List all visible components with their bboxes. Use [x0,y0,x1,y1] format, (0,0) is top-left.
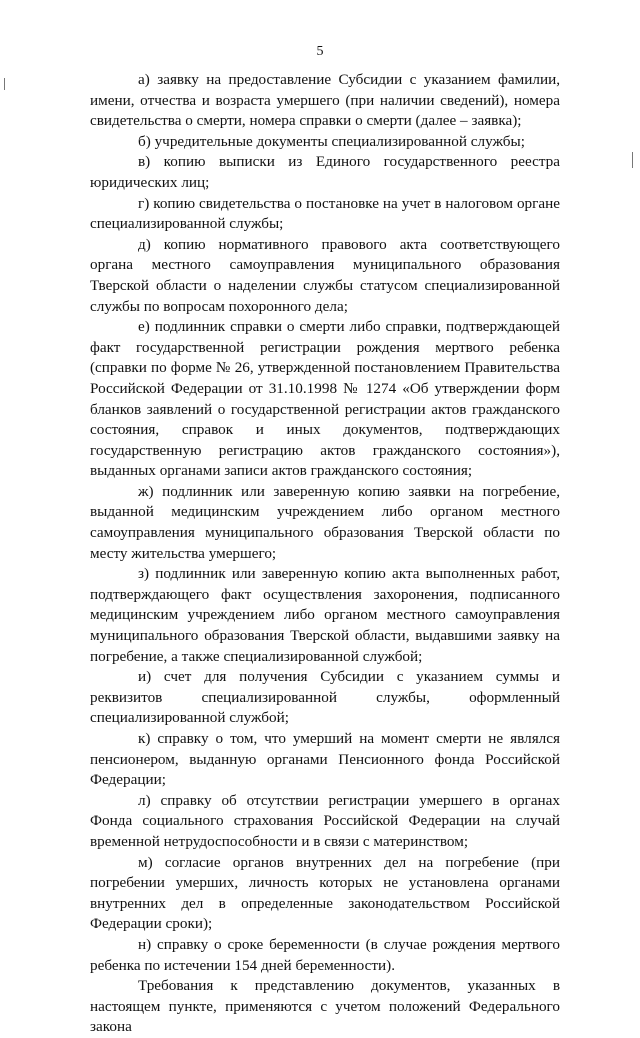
paragraph-requirements: Требования к представлению документов, указанных в настоящем пункте, применяются с учетом положений Федерального закона [90,977,560,1036]
paragraph-e: е) подлинник справки о смерти либо справки, подтверждающей факт государственной регистрации рождения мертвого ребенка (справки по форме № 26, утвержденной постановлением Правительства Российской Федерации от 31.10.1998 № 1274 «Об утверждении форм бланков заявлений о государственной регистрации актов гражданского состояния, справок и иных документов, подтверждающих государственную регистрацию актов гражданского состояния»), выданных органами записи актов гражданского состояния; [90,318,560,480]
paragraph-a: а) заявку на предоставление Субсидии с указанием фамилии, имени, отчества и возраста умершего (при наличии сведений), номера свидетельства о смерти, номера справки о смерти (далее – заявка); [90,71,560,130]
paragraph-l: л) справку об отсутствии регистрации умершего в органах Фонда социального страхования Российской Федерации на случай временной нетрудоспособности и в связи с материнством; [90,791,560,850]
paragraph-v: в) копию выписки из Единого государственного реестра юридических лиц; [90,153,560,191]
paragraph-z: з) подлинник или заверенную копию акта выполненных работ, подтверждающего факт осуществления захоронения, подписанного медицинским учреждением либо органом местного самоуправления муниципального образования Тверской области, выдавшими заявку на погребение, а также специализированной службой; [90,565,560,665]
paragraph-k: к) справку о том, что умерший на момент смерти не являлся пенсионером, выданную органами Пенсионного фонда Российской Федерации; [90,730,560,789]
paragraph-b: б) учредительные документы специализированной службы; [138,132,525,150]
paragraph-d: д) копию нормативного правового акта соответствующего органа местного самоуправления муниципального образования Тверской области о наделении службы статусом специализированной службы по вопросам похоронного дела; [90,235,560,315]
right-edge-mark [632,152,633,168]
paragraph-zh: ж) подлинник или заверенную копию заявки на погребение, выданной медицинским учреждением либо органом местного самоуправления муниципального образования Тверской области по месту жительства умершего; [90,482,560,562]
paragraph-i: и) счет для получения Субсидии с указанием суммы и реквизитов специализированной службы, оформленный специализированной службой; [90,668,560,727]
paragraph-n: н) справку о сроке беременности (в случае рождения мертвого ребенка по истечении 154 дней беременности). [90,935,560,974]
left-edge-mark [4,78,5,90]
page-number: 5 [316,44,324,59]
paragraph-g: г) копию свидетельства о постановке на учет в налоговом органе специализированной службы; [90,194,560,233]
document-body [90,70,560,1038]
paragraph-m: м) согласие органов внутренних дел на погребение (при погребении умерших, личность которых не установлена органами внутренних дел в определенные законодательством Российской Федерации сроки); [90,853,560,933]
